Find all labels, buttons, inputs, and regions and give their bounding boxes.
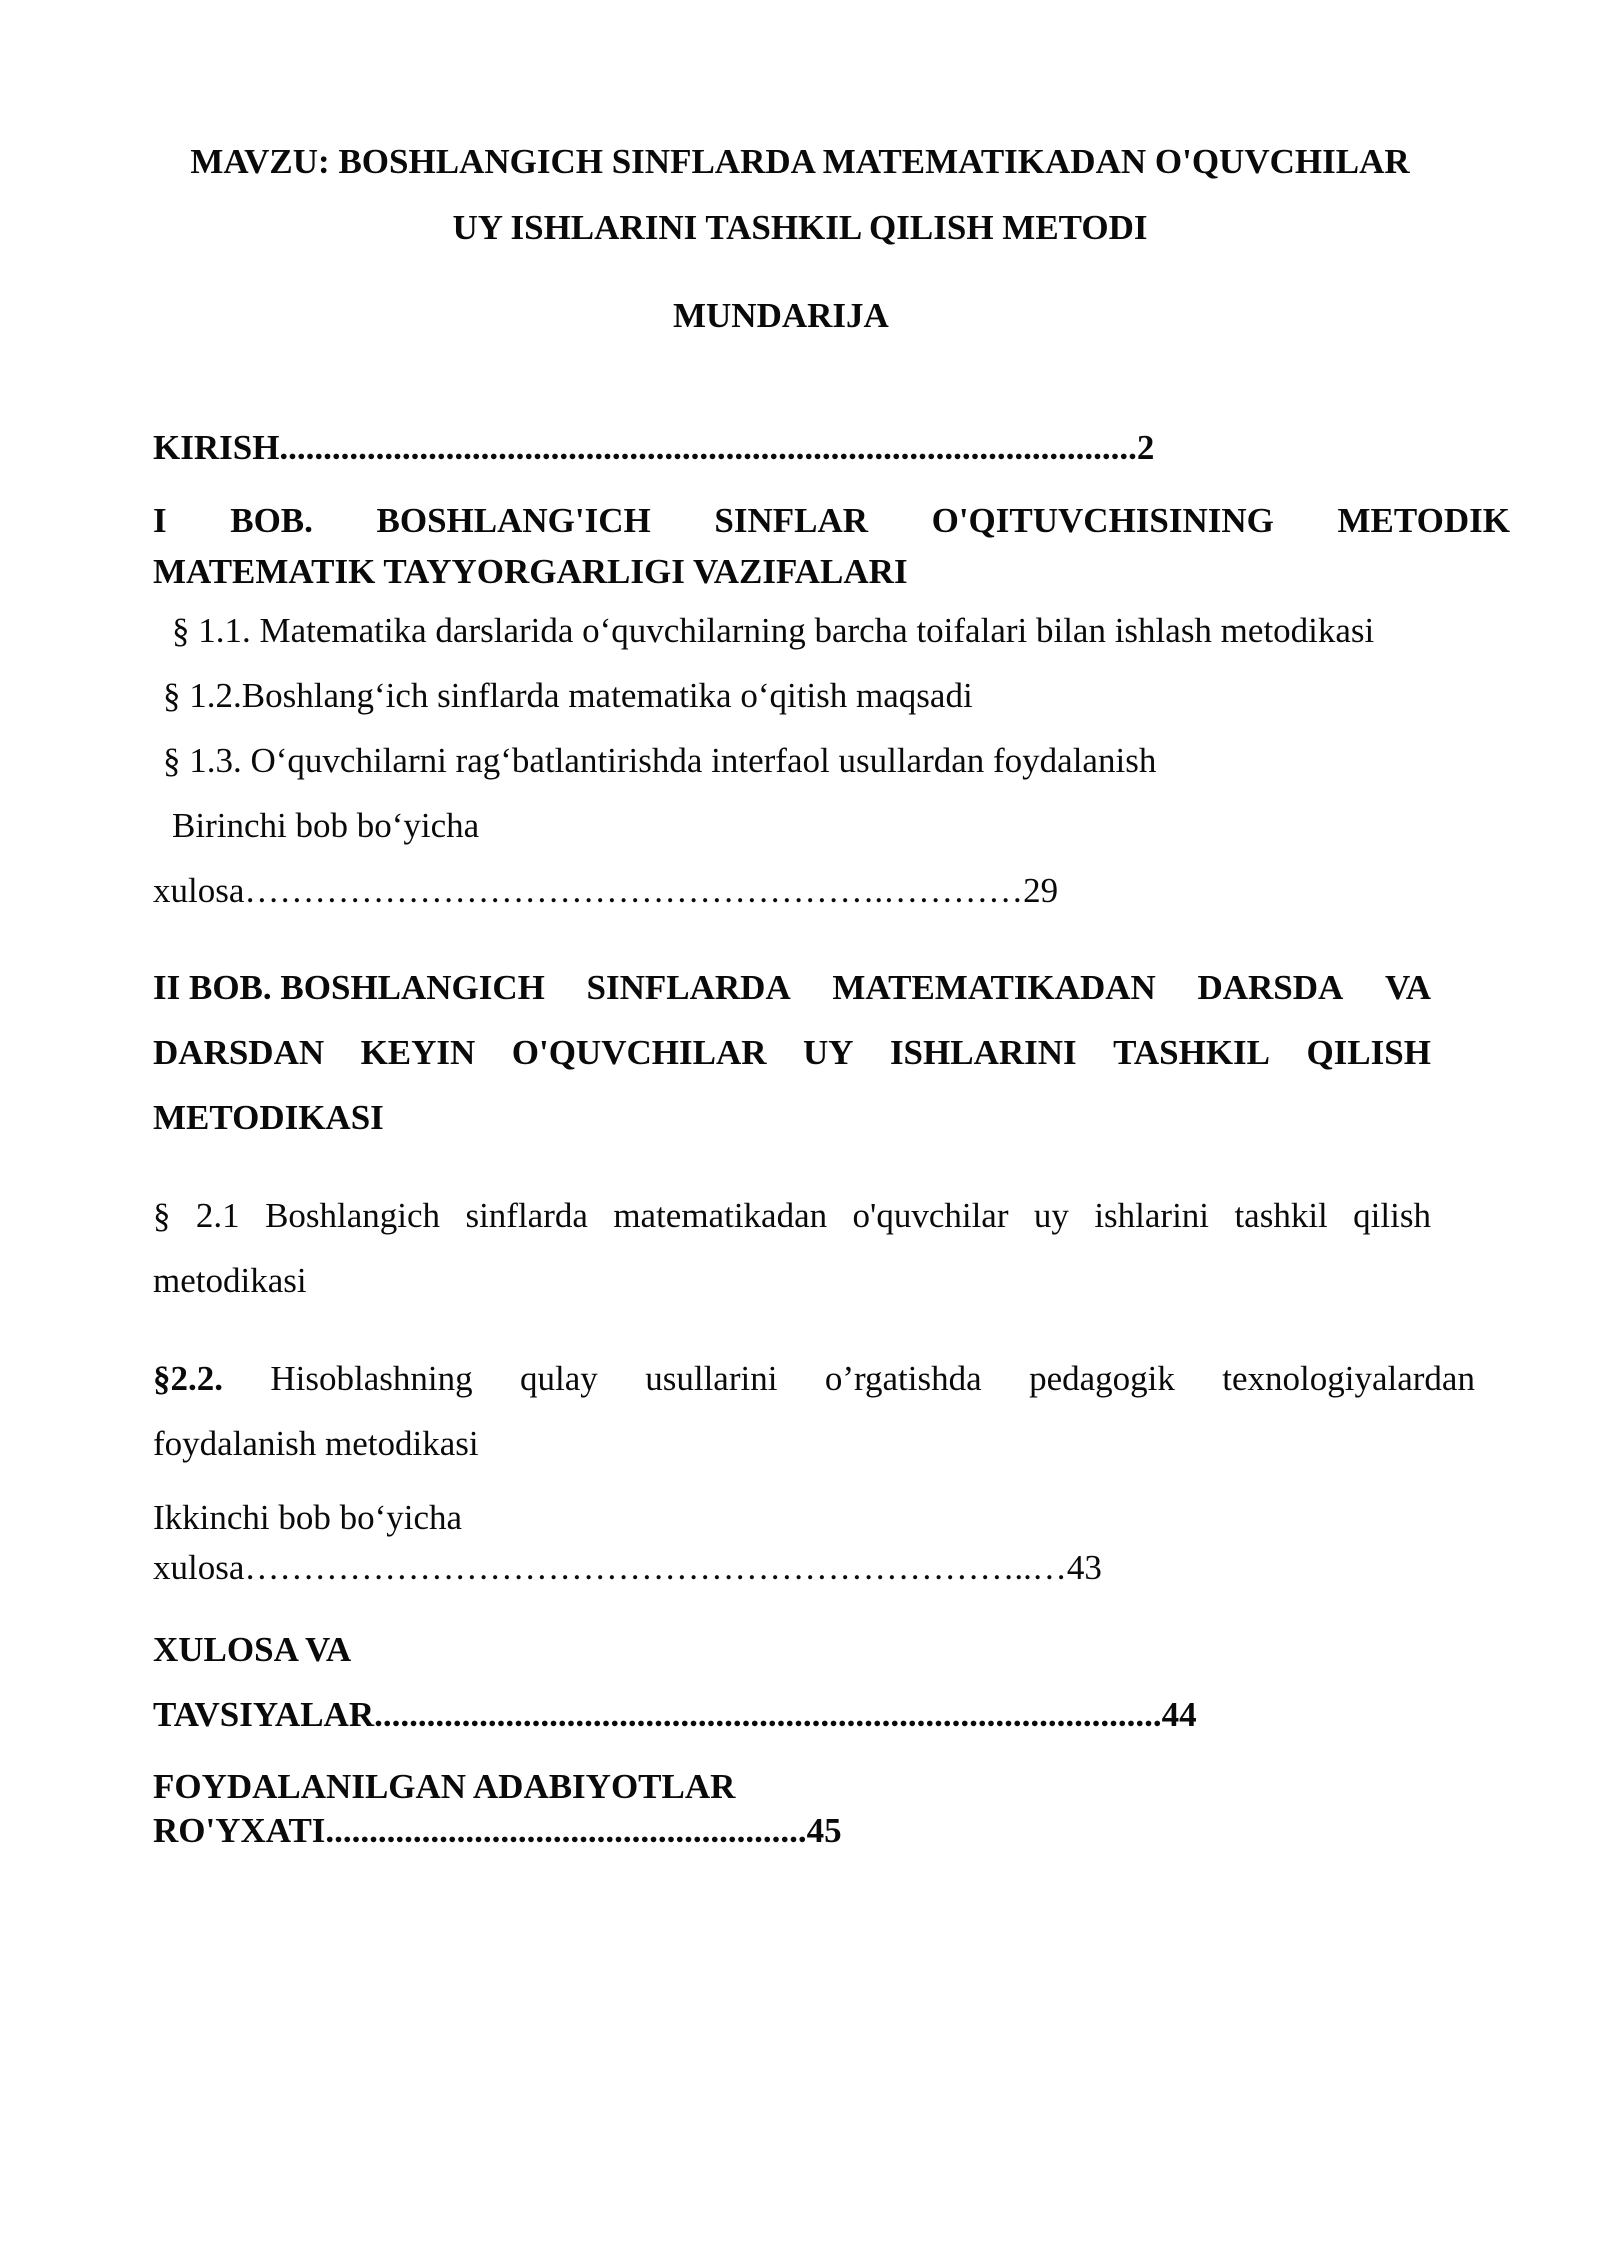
toc-word: METODIK (1337, 501, 1510, 540)
toc-word: O'QUVCHILAR (511, 1033, 767, 1072)
toc-section-2-2-line-1[interactable] (153, 1361, 1475, 1396)
toc-word: I (153, 501, 167, 540)
toc-chapter-1-line-1[interactable] (153, 503, 1510, 538)
toc-conclusion-1-line-1[interactable]: Birinchi bob bo‘yicha (172, 806, 480, 845)
toc-word: SINFLARDA (586, 968, 791, 1007)
title-line-2: UY ISHLARINI TASHKIL QILISH METODI (452, 208, 1148, 247)
toc-adabiyotlar-line-2[interactable]: RO'YXATI.......................................................45 (153, 1811, 842, 1850)
toc-xulosa-line-1[interactable]: XULOSA VA (153, 1630, 352, 1669)
toc-word: Boshlangich (265, 1196, 441, 1235)
toc-section-2-1-line-2[interactable]: metodikasi (153, 1261, 307, 1300)
toc-word: o'quvchilar (852, 1196, 1009, 1235)
toc-word: DARSDAN (153, 1033, 325, 1072)
toc-chapter-2-line-2[interactable] (153, 1035, 1431, 1070)
toc-word: SINFLAR (714, 501, 868, 540)
toc-conclusion-2-line-1[interactable]: Ikkinchi bob bo‘yicha (153, 1498, 463, 1537)
toc-section-number: §2.2. (153, 1359, 223, 1398)
toc-xulosa-line-2[interactable]: TAVSIYALAR..........................................................................................44 (153, 1695, 1197, 1734)
title-line-1: MAVZU: BOSHLANGICH SINFLARDA MATEMATIKADAN O'QUVCHILAR (190, 142, 1410, 181)
toc-word: UY (802, 1033, 854, 1072)
toc-word: QILISH (1306, 1033, 1431, 1072)
toc-word: usullarini (645, 1359, 778, 1398)
toc-word: MATEMATIKADAN (832, 968, 1156, 1007)
toc-word: uy (1033, 1196, 1069, 1235)
toc-adabiyotlar-line-1[interactable]: FOYDALANILGAN ADABIYOTLAR (153, 1767, 736, 1806)
toc-word: o’rgatishda (824, 1359, 982, 1398)
toc-word: BOB. (230, 501, 313, 540)
toc-word: matematikadan (613, 1196, 828, 1235)
toc-word: qulay (520, 1359, 598, 1398)
toc-word: § (153, 1196, 171, 1235)
toc-section-2-1-line-1[interactable] (153, 1198, 1431, 1233)
toc-conclusion-2-line-2[interactable]: xulosa…………………………………………………………..…43 (153, 1548, 1102, 1587)
toc-word: TASHKIL (1113, 1033, 1271, 1072)
toc-word: Hisoblashning (270, 1359, 473, 1398)
toc-word: qilish (1353, 1196, 1431, 1235)
toc-word: ishlarini (1094, 1196, 1210, 1235)
toc-heading: MUNDARIJA (673, 296, 889, 335)
toc-word: ISHLARINI (889, 1033, 1077, 1072)
toc-chapter-2-line-3[interactable]: METODIKASI (153, 1098, 384, 1137)
toc-word: VA (1384, 968, 1431, 1007)
toc-word: pedagogik (1029, 1359, 1175, 1398)
toc-entry-kirish[interactable]: KIRISH..................................................................................................2 (153, 428, 1155, 467)
toc-word: KEYIN (360, 1033, 476, 1072)
toc-chapter-1-line-2[interactable]: MATEMATIK TAYYORGARLIGI VAZIFALARI (153, 552, 908, 591)
toc-word: II BOB. BOSHLANGICH (153, 968, 545, 1007)
toc-section-2-2-line-2[interactable]: foydalanish metodikasi (153, 1424, 479, 1463)
toc-conclusion-1-line-2[interactable]: xulosa……………………………………………….…………29 (153, 871, 1059, 910)
toc-word: 2.1 (195, 1196, 240, 1235)
toc-section-1-2[interactable]: § 1.2.Boshlang‘ich sinflarda matematika o‘qitish maqsadi (163, 676, 973, 715)
toc-word: O'QITUVCHISINING (931, 501, 1274, 540)
toc-word: tashkil (1234, 1196, 1328, 1235)
toc-section-1-1[interactable]: § 1.1. Matematika darslarida o‘quvchilarning barcha toifalari bilan ishlash metodikasi (172, 611, 1375, 650)
toc-word: BOSHLANG'ICH (376, 501, 651, 540)
toc-word: texnologiyalardan (1222, 1359, 1475, 1398)
toc-word: DARSDA (1197, 968, 1344, 1007)
toc-word: sinflarda (465, 1196, 588, 1235)
toc-section-1-3[interactable]: § 1.3. O‘quvchilarni rag‘batlantirishda interfaol usullardan foydalanish (163, 741, 1157, 780)
toc-chapter-2-line-1[interactable] (153, 970, 1431, 1005)
